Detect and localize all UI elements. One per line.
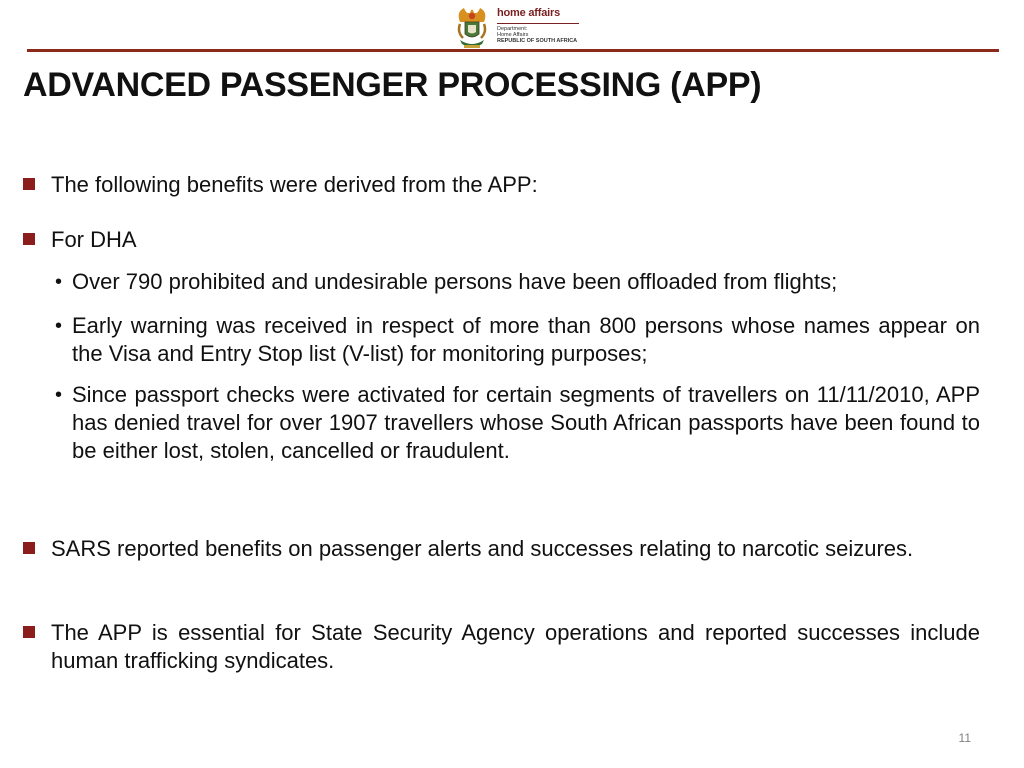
department-logo <box>452 4 582 50</box>
logo-line-department: Department: <box>497 26 528 32</box>
sub-bullet-passport-checks: Since passport checks were activated for certain segments of travellers on 11/11/2010, APP has denied travel for over 1907 travellers whose South African passports have been found to be either lost, stolen, cancelled or fraudulent. <box>72 382 980 463</box>
logo-line-home-affairs: Home Affairs <box>497 32 529 38</box>
bullet-dot-icon: • <box>55 384 63 406</box>
slide-title: ADVANCED PASSENGER PROCESSING (APP) <box>23 66 762 104</box>
header-divider <box>27 49 999 52</box>
bullet-for-dha: For DHA <box>51 227 137 252</box>
bullet-square-icon <box>23 233 35 245</box>
bullet-benefits-intro: The following benefits were derived from the APP: <box>51 172 538 197</box>
logo-brand-text: home affairs <box>497 7 561 19</box>
page-number: 11 <box>958 731 971 745</box>
sub-bullet-offloaded: Over 790 prohibited and undesirable persons have been offloaded from flights; <box>72 269 838 294</box>
sub-bullet-early-warning: Early warning was received in respect of more than 800 persons whose names appear on the Visa and Entry Stop list (V-list) for monitoring purposes; <box>72 313 980 366</box>
bullet-sars: SARS reported benefits on passenger alerts and successes relating to narcotic seizures. <box>51 536 914 561</box>
bullet-square-icon <box>23 542 35 554</box>
logo-line-republic: REPUBLIC OF SOUTH AFRICA <box>497 38 578 44</box>
bullet-state-security: The APP is essential for State Security Agency operations and reported successes include human trafficking syndicates. <box>51 620 980 673</box>
bullet-square-icon <box>23 626 35 638</box>
bullet-square-icon <box>23 178 35 190</box>
logo-divider <box>497 23 579 24</box>
coat-of-arms-icon <box>452 4 492 50</box>
bullet-dot-icon: • <box>55 271 63 293</box>
bullet-dot-icon: • <box>55 315 63 337</box>
